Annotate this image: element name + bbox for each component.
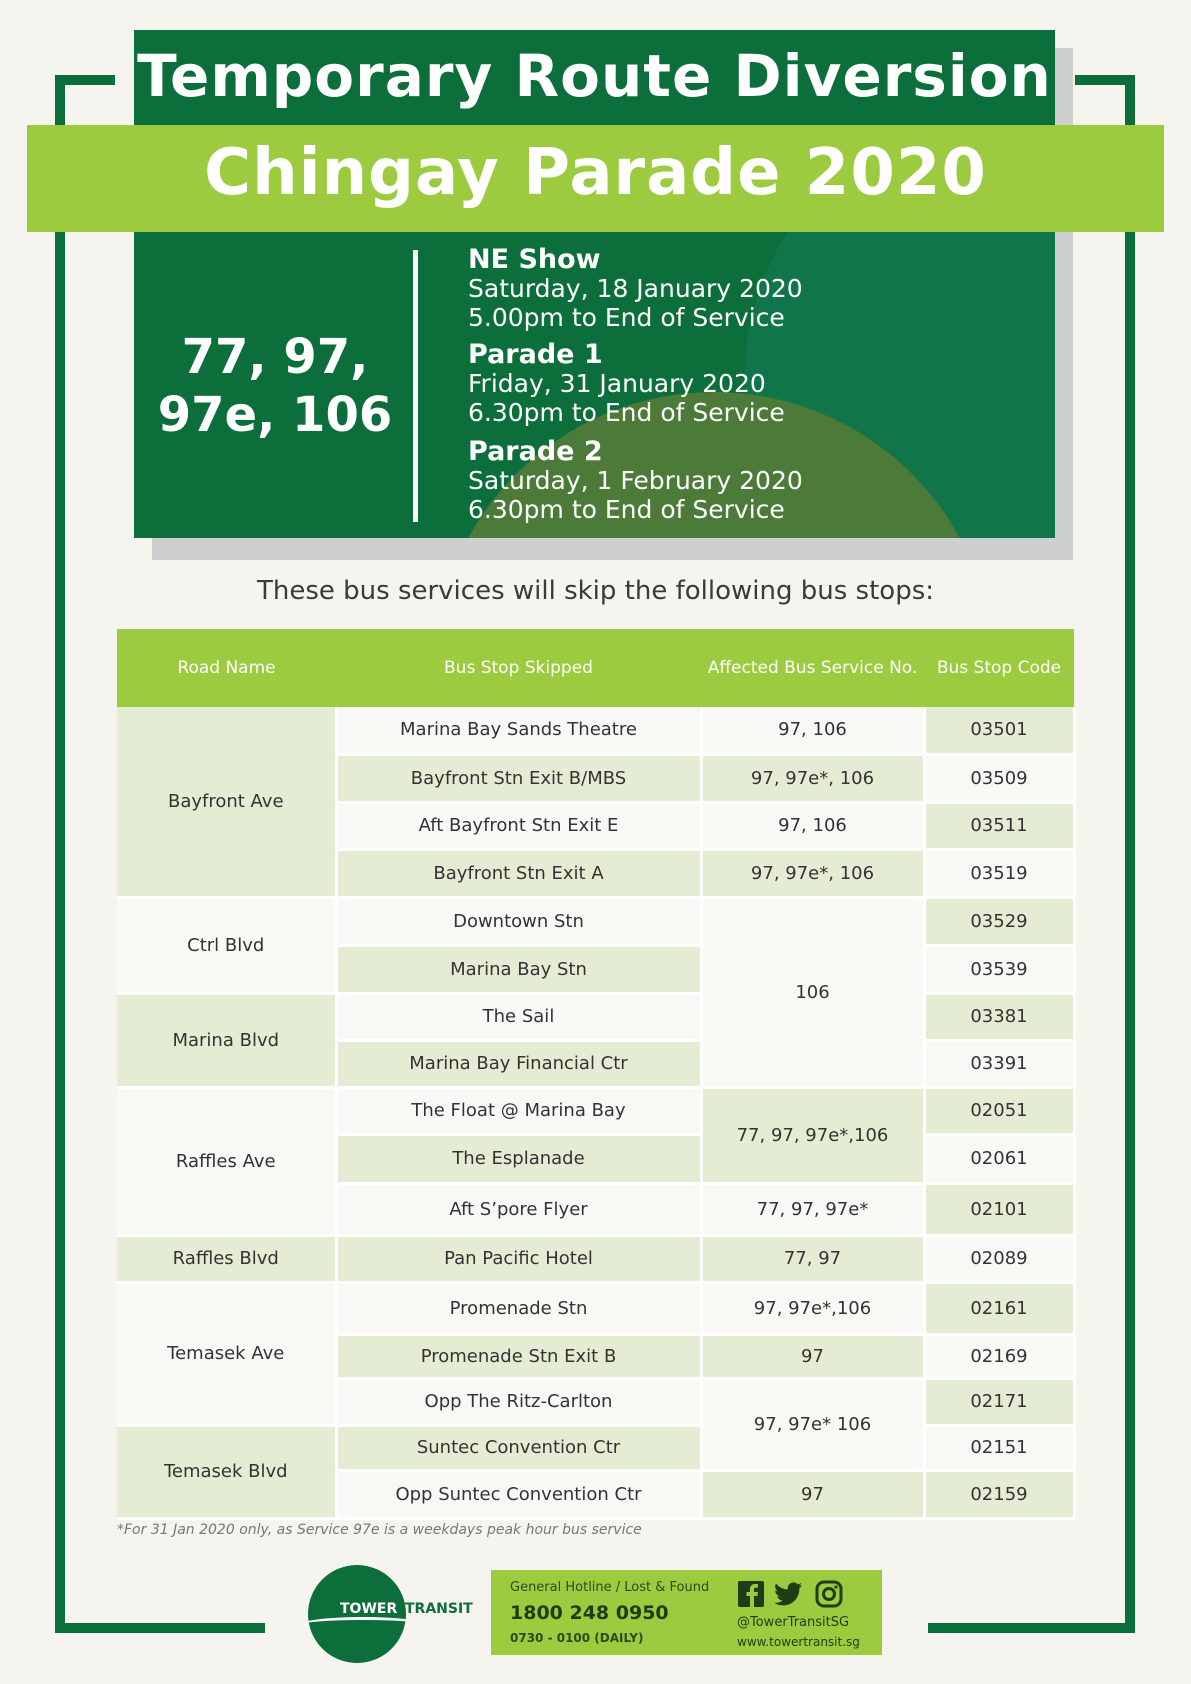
frame-right (1125, 75, 1135, 1633)
code-cell: 03509 (924, 754, 1074, 802)
skipped-stops-table (117, 629, 1076, 1520)
service-cell: 77, 97 (701, 1235, 924, 1282)
stop-cell: The Esplanade (336, 1134, 701, 1183)
table-row (117, 1235, 1074, 1282)
stop-cell: Promenade Stn (336, 1282, 701, 1334)
col-stop-code: Bus Stop Code (924, 629, 1074, 707)
table-header-row (117, 629, 1074, 707)
instagram-icon[interactable] (815, 1580, 843, 1608)
service-cell: 106 (701, 897, 924, 1087)
code-cell: 02159 (924, 1470, 1074, 1518)
code-cell: 02061 (924, 1134, 1074, 1183)
hotline-hours: 0730 - 0100 (DAILY) (510, 1631, 644, 1645)
stop-cell: Suntec Convention Ctr (336, 1425, 701, 1470)
code-cell: 02171 (924, 1378, 1074, 1425)
code-cell: 03529 (924, 897, 1074, 945)
code-cell: 02089 (924, 1235, 1074, 1282)
table-row (117, 707, 1074, 754)
schedule-parade-1 (468, 340, 785, 427)
code-cell: 02161 (924, 1282, 1074, 1334)
service-cell: 97, 97e* 106 (701, 1378, 924, 1470)
frame-left (55, 75, 65, 1633)
stop-cell: Marina Bay Financial Ctr (336, 1040, 701, 1087)
service-cell: 97, 97e*,106 (701, 1282, 924, 1334)
twitter-icon[interactable] (775, 1580, 803, 1608)
logo-text-tower: TOWER (340, 1601, 398, 1617)
schedule-date: Saturday, 18 January 2020 (468, 274, 803, 303)
logo-text-transit: TRANSIT (405, 1601, 473, 1617)
service-cell: 97, 97e*, 106 (701, 754, 924, 802)
code-cell: 02169 (924, 1334, 1074, 1378)
col-bus-stop: Bus Stop Skipped (336, 629, 701, 707)
schedule-parade-2 (468, 437, 803, 524)
road-cell: Bayfront Ave (117, 707, 336, 897)
schedule-name: Parade 2 (468, 436, 603, 467)
stop-cell: Promenade Stn Exit B (336, 1334, 701, 1378)
divider (413, 250, 418, 522)
code-cell: 03391 (924, 1040, 1074, 1087)
stop-cell: Aft Bayfront Stn Exit E (336, 802, 701, 849)
hotline-number: 1800 248 0950 (510, 1602, 669, 1624)
routes-line: 97e, 106 (157, 387, 393, 443)
page-title: Temporary Route Diversion (137, 42, 1052, 110)
frame-bottom-left (55, 1623, 265, 1633)
schedule-time: 6.30pm to End of Service (468, 495, 785, 524)
service-cell: 97, 106 (701, 707, 924, 754)
schedule-time: 5.00pm to End of Service (468, 303, 785, 332)
schedule-name: NE Show (468, 244, 601, 275)
schedule-time: 6.30pm to End of Service (468, 398, 785, 427)
code-cell: 03539 (924, 945, 1074, 993)
stop-cell: The Sail (336, 993, 701, 1040)
service-cell: 97 (701, 1470, 924, 1518)
table-row (117, 1282, 1074, 1334)
schedule-date: Saturday, 1 February 2020 (468, 466, 803, 495)
facebook-icon[interactable] (737, 1580, 765, 1608)
schedule-ne-show (468, 245, 803, 332)
routes-line: 77, 97, (181, 329, 369, 385)
schedule-name: Parade 1 (468, 339, 603, 370)
social-handle[interactable]: @TowerTransitSG (737, 1615, 850, 1630)
code-cell: 02101 (924, 1183, 1074, 1235)
hotline-label: General Hotline / Lost & Found (510, 1580, 710, 1595)
stop-cell: Downtown Stn (336, 897, 701, 945)
stop-cell: Bayfront Stn Exit A (336, 849, 701, 897)
footnote: *For 31 Jan 2020 only, as Service 97e is a weekdays peak hour bus service (117, 1522, 642, 1538)
service-cell: 97, 106 (701, 802, 924, 849)
stop-cell: Marina Bay Sands Theatre (336, 707, 701, 754)
table-row (117, 1425, 1074, 1470)
road-cell: Temasek Ave (117, 1282, 336, 1425)
table-intro: These bus services will skip the following bus stops: (256, 576, 935, 606)
stop-cell: Marina Bay Stn (336, 945, 701, 993)
stop-cell: The Float @ Marina Bay (336, 1087, 701, 1134)
event-title: Chingay Parade 2020 (204, 136, 987, 210)
affected-routes (150, 328, 400, 444)
road-cell: Temasek Blvd (117, 1425, 336, 1518)
col-service-no: Affected Bus Service No. (701, 629, 924, 707)
stop-cell: Aft S’pore Flyer (336, 1183, 701, 1235)
code-cell: 03519 (924, 849, 1074, 897)
table-row (117, 993, 1074, 1040)
schedule-date: Friday, 31 January 2020 (468, 369, 766, 398)
table-row (117, 897, 1074, 945)
table-row (117, 1087, 1074, 1134)
code-cell: 03501 (924, 707, 1074, 754)
code-cell: 02151 (924, 1425, 1074, 1470)
road-cell: Ctrl Blvd (117, 897, 336, 993)
col-road-name: Road Name (117, 629, 336, 707)
service-cell: 77, 97, 97e*,106 (701, 1087, 924, 1183)
stop-cell: Pan Pacific Hotel (336, 1235, 701, 1282)
road-cell: Raffles Ave (117, 1087, 336, 1235)
website-link[interactable]: www.towertransit.sg (737, 1635, 860, 1649)
road-cell: Raffles Blvd (117, 1235, 336, 1282)
code-cell: 02051 (924, 1087, 1074, 1134)
service-cell: 77, 97, 97e* (701, 1183, 924, 1235)
service-cell: 97 (701, 1334, 924, 1378)
stop-cell: Bayfront Stn Exit B/MBS (336, 754, 701, 802)
service-cell: 97, 97e*, 106 (701, 849, 924, 897)
logo-wave (308, 1617, 406, 1634)
stop-cell: Opp Suntec Convention Ctr (336, 1470, 701, 1518)
frame-bottom-right (928, 1623, 1135, 1633)
code-cell: 03381 (924, 993, 1074, 1040)
stop-cell: Opp The Ritz-Carlton (336, 1378, 701, 1425)
road-cell: Marina Blvd (117, 993, 336, 1087)
code-cell: 03511 (924, 802, 1074, 849)
